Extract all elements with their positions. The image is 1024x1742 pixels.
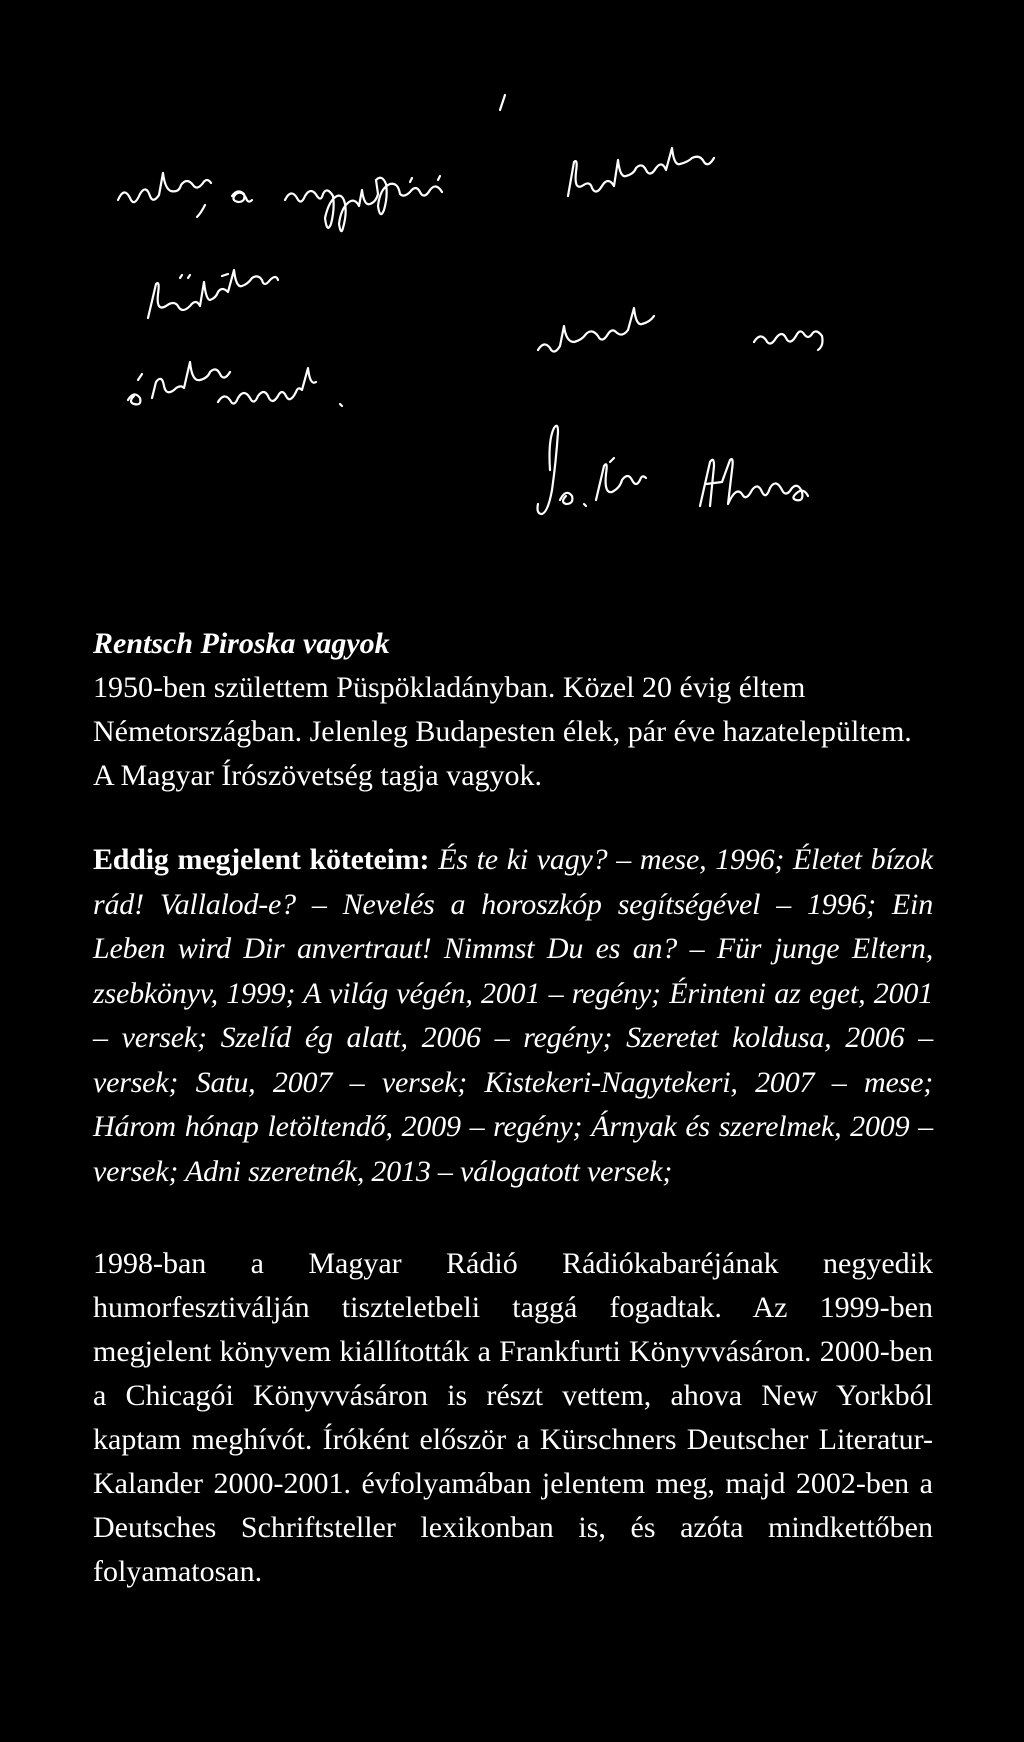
works-label: Eddig megjelent köteteim: (93, 843, 430, 876)
awards-paragraph: 1998-ban a Magyar Rádió Rádiókabaréjának negyedik humorfesztiválján tiszteletbeli taggá fogadtak. Az 1999-ben megjelent könyvem kiállították a Frankfurti Könyvvásáron. 2000-ben a Chicagói Könyvvásáron is részt vettem, ahova New Yorkból kaptam meghívót. Íróként először a Kürschners Deutscher Literatur-Kalander 2000-2001. évfolyamában jelentem meg, majd 2002-ben a Deutsches Schriftsteller lexikonban is, és azóta mindkettőben folyamatosan. (93, 1247, 933, 1588)
works-paragraph (93, 838, 933, 1194)
handwritten-dedication (0, 0, 1024, 560)
bio-section (93, 624, 933, 1594)
handwriting-line-2 (148, 270, 278, 318)
handwriting-line-3 (538, 308, 823, 352)
handwriting-line-1 (118, 148, 714, 231)
intro-paragraph: 1950-ben születtem Püspökladányban. Közel 20 évig éltem Németországban. Jelenleg Budapesten élek, pár éve hazatelepültem. A Magyar Írószövetség tagja vagyok. (93, 671, 912, 792)
handwriting-drawing (0, 0, 1024, 560)
works-list: És te ki vagy? – mese, 1996; Életet bízok rád! Vallalod-e? – Nevelés a horoszkóp segítségével – 1996; Ein Leben wird Dir anvertraut! Nimmst Du es an? – Für junge Eltern, zsebkönyv, 1999; A világ végén, 2001 – regény; Érinteni az eget, 2001 – versek; Szelíd ég alatt, 2006 – regény; Szeretet koldusa, 2006 – versek; Satu, 2007 – versek; Kistekeri-Nagytekeri, 2007 – mese; Három hónap letöltendő, 2009 – regény; Árnyak és szerelmek, 2009 – versek; Adni szeretnék, 2013 – válogatott versek; (93, 843, 933, 1188)
handwriting-signature (538, 426, 809, 514)
author-heading: Rentsch Piroska vagyok (93, 627, 390, 660)
handwriting-line-4 (128, 362, 342, 406)
pen-mark (500, 95, 505, 110)
